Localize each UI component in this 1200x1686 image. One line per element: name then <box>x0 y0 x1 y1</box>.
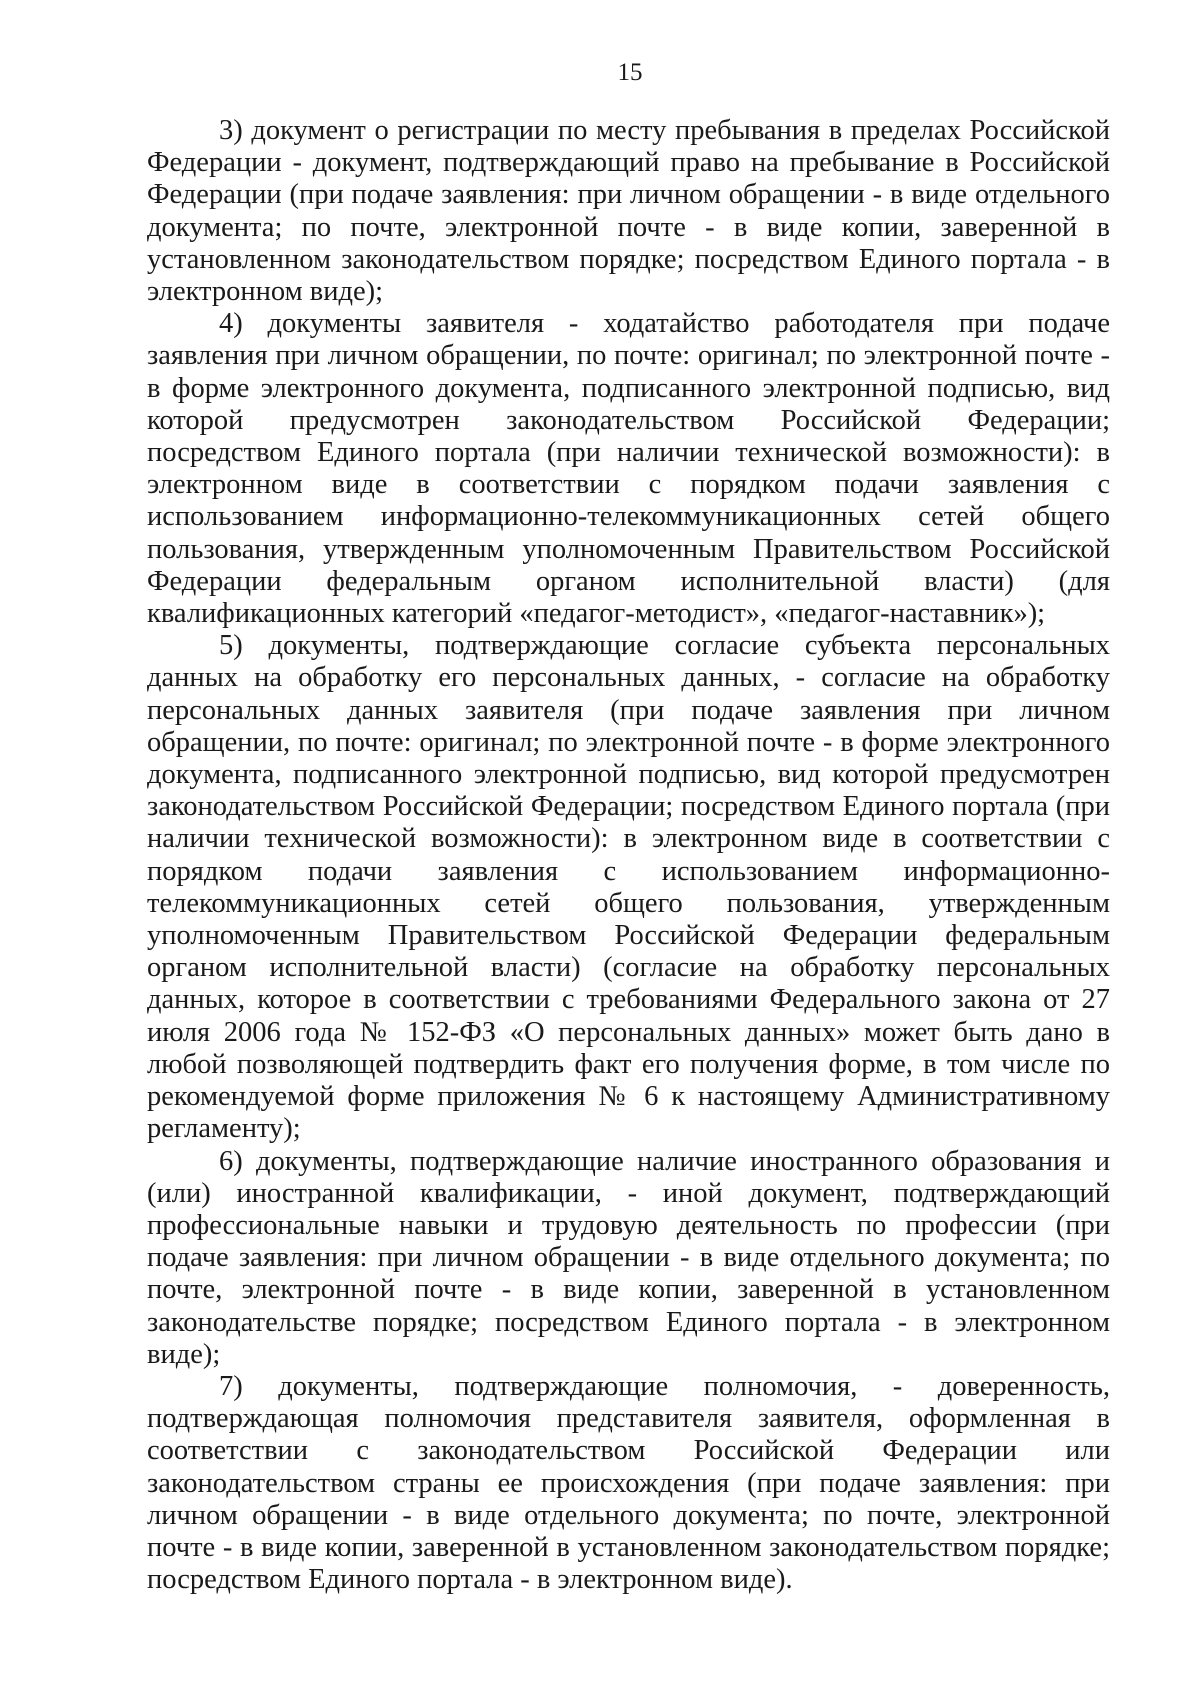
paragraph-item-7: 7) документы, подтверждающие полномочия, - доверенность, подтверждающая полномочия представителя заявителя, оформленная в соответствии с законодательством Российской Федерации или законодательством страны ее происхождения (при подаче заявления: при личном обращении - в виде отдельного документа; по почте, электронной почте - в виде копии, заверенной в установленном законодательством порядке; посредством Единого портала - в электронном виде). <box>147 1370 1110 1596</box>
document-body <box>147 115 1110 1596</box>
paragraph-item-6: 6) документы, подтверждающие наличие иностранного образования и (или) иностранной квалификации, - иной документ, подтверждающий профессиональные навыки и трудовую деятельность по профессии (при подаче заявления: при личном обращении - в виде отдельного документа; по почте, электронной почте - в виде копии, заверенной в установленном законодательстве порядке; посредством Единого портала - в электронном виде); <box>147 1145 1110 1370</box>
paragraph-item-5: 5) документы, подтверждающие согласие субъекта персональных данных на обработку его персональных данных, - согласие на обработку персональных данных заявителя (при подаче заявления при личном обращении, по почте: оригинал; по электронной почте - в форме электронного документа, подписанного электронной подписью, вид которой предусмотрен законодательством Российской Федерации; посредством Единого портала (при наличии технической возможности): в электронном виде в соответствии с порядком подачи заявления с использованием информационно-телекоммуникационных сетей общего пользования, утвержденным уполномоченным Правительством Российской Федерации федеральным органом исполнительной власти) (согласие на обработку персональных данных, которое в соответствии с требованиями Федерального закона от 27 июля 2006 года № 152-ФЗ «О персональных данных» может быть дано в любой позволяющей подтвердить факт его получения форме, в том числе по рекомендуемой форме приложения № 6 к настоящему Административному регламенту); <box>147 630 1110 1145</box>
paragraph-item-3: 3) документ о регистрации по месту пребывания в пределах Российской Федерации - документ, подтверждающий право на пребывание в Российской Федерации (при подаче заявления: при личном обращении - в виде отдельного документа; по почте, электронной почте - в виде копии, заверенной в установленном законодательством порядке; посредством Единого портала - в электронном виде); <box>147 115 1110 308</box>
page-number: 15 <box>617 59 643 86</box>
paragraph-item-4: 4) документы заявителя - ходатайство работодателя при подаче заявления при личном обращении, по почте: оригинал; по электронной почте - в форме электронного документа, подписанного электронной подписью, вид которой предусмотрен законодательством Российской Федерации; посредством Единого портала (при наличии технической возможности): в электронном виде в соответствии с порядком подачи заявления с использованием информационно-телекоммуникационных сетей общего пользования, утвержденным уполномоченным Правительством Российской Федерации федеральным органом исполнительной власти) (для квалификационных категорий «педагог-методист», «педагог-наставник»); <box>147 308 1110 630</box>
